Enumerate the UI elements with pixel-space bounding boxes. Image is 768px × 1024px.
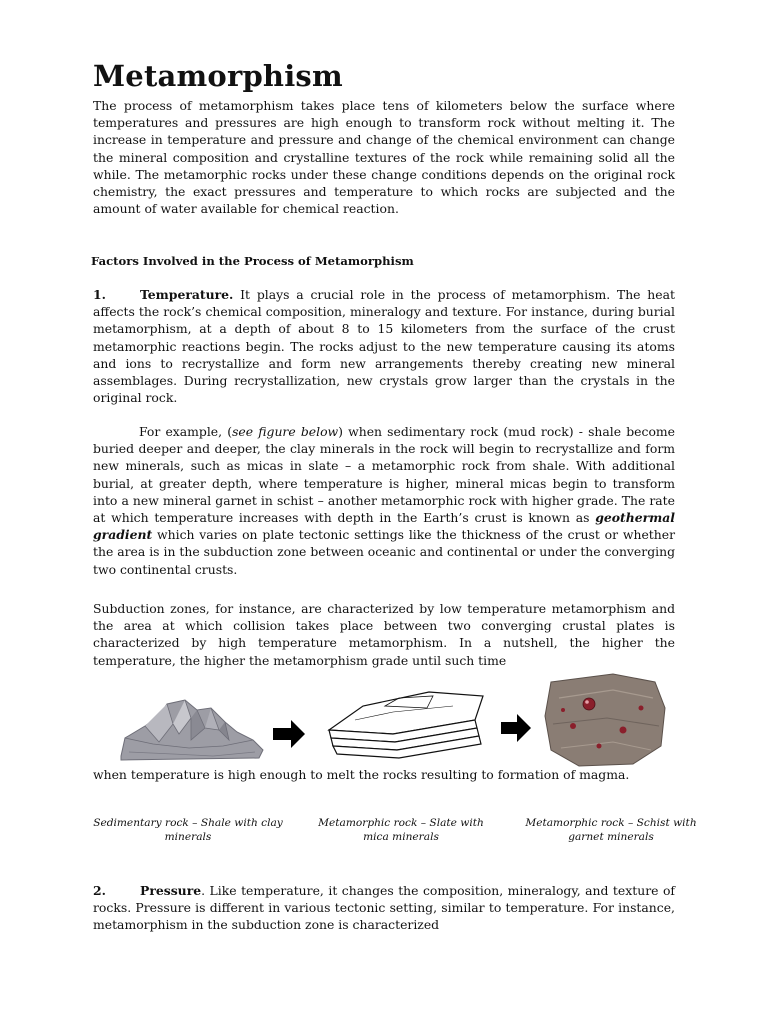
pressure-term: Pressure — [140, 883, 202, 898]
pressure-body: . Like temperature, it changes the composition, mineralogy, and texture of rocks. Pressure is different in various tectonic setting, similar to temperature. For instance, metamorphism in the subduction zone is characterized — [93, 883, 675, 933]
subduction-paragraph: Subduction zones, for instance, are characterized by low temperature metamorphism and the area at which collision takes place between two converging crustal plates is characterized by high temperature metamorphism. In a nutshell, the higher the temperature, the higher the metamorphism grade until such time — [93, 601, 675, 668]
pressure-paragraph — [93, 882, 675, 934]
page-title: Metamorphism — [93, 59, 343, 93]
continuation-paragraph: when temperature is high enough to melt the rocks resulting to formation of magma. — [93, 767, 630, 782]
temperature-number: 1. — [93, 287, 106, 302]
temperature-paragraph — [93, 286, 675, 406]
caption-slate: Metamorphic rock – Slate with mica minerals — [318, 817, 484, 843]
caption-schist: Metamorphic rock – Schist with garnet minerals — [525, 817, 697, 843]
schist-rock-image — [545, 674, 665, 766]
see-figure-reference: see figure below — [232, 424, 339, 439]
example-text-2: ) when sedimentary rock (mud rock) - shale become buried deeper and deeper, the clay minerals in the rock will begin to recrystallize and form new minerals, such as micas in slate – a metamorphic rock from shale. With additional burial, at greater depth, where temperature is higher, mineral micas begin to transform into a new mineral garnet in schist – another metamorphic rock with higher grade. The rate at which temperature increases with depth in the Earth’s crust is known as — [93, 424, 675, 526]
example-text-1: For example, ( — [139, 424, 233, 439]
shale-rock-image — [121, 700, 263, 760]
temperature-term: Temperature. — [140, 287, 234, 302]
pressure-number: 2. — [93, 883, 106, 898]
example-text-3: which varies on plate tectonic settings like the thickness of the crust or whether the area is in the subduction zone between oceanic and continental or under the converging two continental crusts. — [93, 527, 675, 577]
example-paragraph — [93, 423, 675, 578]
temperature-body: It plays a crucial role in the process of metamorphism. The heat affects the rock’s chemical composition, mineralogy and texture. For instance, during burial metamorphism, at a depth of about 8 to 15 kilometers from the surface of the crust metamorphic reactions begin. The rocks adjust to the new temperature causing its atoms and ions to recrystallize and form new arrangements thereby creating new mineral assemblages. During recrystallization, new crystals grow larger than the crystals in the original rock. — [93, 287, 675, 406]
factors-heading: Factors Involved in the Process of Metamorphism — [91, 254, 414, 268]
geothermal-gradient-term: geothermal gradient — [93, 510, 675, 543]
arrow-2-icon — [501, 714, 531, 742]
slate-rock-image — [329, 692, 483, 758]
caption-shale: Sedimentary rock – Shale with clay minerals — [93, 817, 283, 843]
intro-paragraph: The process of metamorphism takes place tens of kilometers below the surface where temperatures and pressures are high enough to transform rock without melting it. The increase in temperature and pressure and change of the chemical environment can change the mineral composition and crystalline textures of the rock while remaining solid all the while. The metamorphic rocks under these change conditions depends on the original rock chemistry, the exact pressures and temperature to which rocks are subjected and the amount of water available for chemical reaction. — [93, 98, 675, 217]
arrow-1-icon — [273, 720, 305, 748]
metamorphism-figure — [93, 668, 675, 768]
